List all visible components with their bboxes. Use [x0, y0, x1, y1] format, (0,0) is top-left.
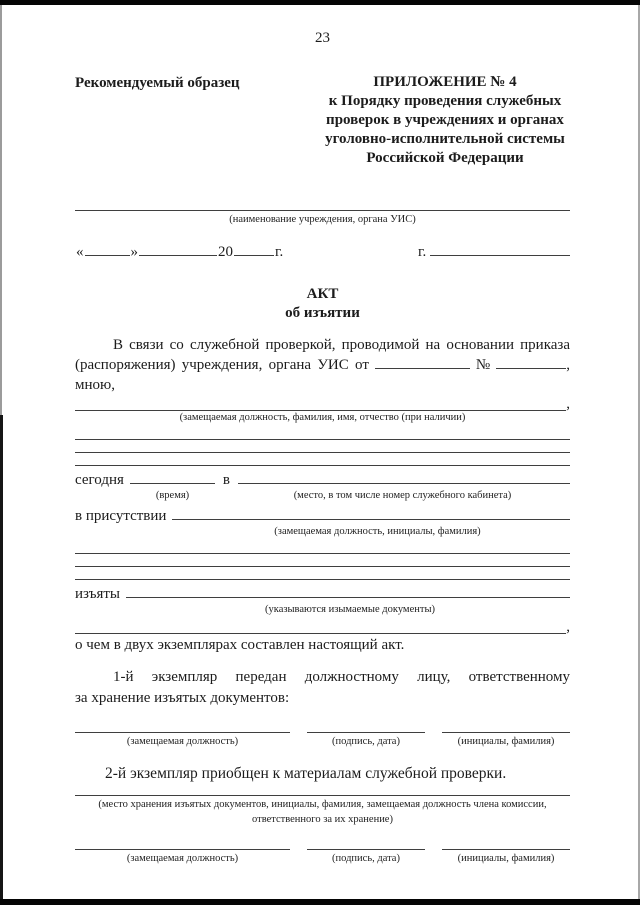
signature-initials-blank [442, 840, 570, 850]
document-header [75, 73, 570, 168]
continuation-lines [75, 541, 570, 580]
blank-line [75, 567, 570, 580]
organization-name-caption: (наименование учреждения, органа УИС) [229, 214, 416, 225]
signature-sign-caption: (подпись, дата) [332, 736, 400, 747]
intro-line1: В связи со служебной проверкой, проводимой на основании приказа [113, 337, 570, 353]
signature-position-caption: (замещаемая должность) [126, 853, 239, 864]
signature-row-1 [75, 723, 570, 748]
signature-sign-caption: (подпись, дата) [332, 853, 400, 864]
seized-captions [75, 603, 570, 616]
organization-name-blank-line [75, 210, 570, 211]
number-sign: № [475, 357, 491, 373]
scan-artifact-left-edge-black [0, 415, 3, 899]
date-open-quote: « [76, 244, 84, 260]
storage-place-caption-line2: ответственного за их хранение) [252, 814, 393, 825]
place-caption: (место, в том числе номер служебного кабинета) [293, 490, 512, 501]
appendix-line: проверок в учреждениях и органах [326, 112, 564, 128]
document-title [75, 285, 570, 323]
document-title-line2: об изъятии [285, 305, 360, 321]
intro-line2-comma: , [566, 357, 570, 373]
continuation-lines [75, 427, 570, 466]
document-content [75, 0, 570, 865]
presence-row [75, 506, 570, 525]
scan-artifact-left-edge-gray [0, 5, 2, 415]
date-field [75, 242, 284, 261]
intro-line2-text: (распоряжения) учреждения, органа УИС от [75, 357, 369, 373]
appendix-block [320, 73, 570, 168]
closing-sentence: о чем в двух экземплярах составлен настоящий акт. [75, 637, 405, 653]
officer-name-line [75, 397, 570, 411]
order-date-blank [375, 355, 470, 369]
presence-caption: (замещаемая должность, инициалы, фамилия) [274, 526, 481, 537]
city-prefix: г. [418, 244, 427, 260]
intro-line3: мною, [75, 377, 115, 393]
seized-blank [126, 584, 570, 598]
seized-continuation-blank [75, 620, 566, 634]
city-field [418, 242, 570, 261]
appendix-line: Российской Федерации [366, 150, 524, 166]
storage-place-caption-line1: (место хранения изъятых документов, инициалы, фамилия, замещаемая должность члена комиссии, [98, 799, 547, 810]
blank-line [75, 440, 570, 453]
seized-comma: , [566, 619, 570, 635]
copy2-sentence: 2-й экземпляр приобщен к материалам служебной проверки. [105, 765, 507, 782]
seized-continuation-line [75, 620, 570, 634]
today-in-word: в [222, 472, 230, 488]
seized-label: изъяты [75, 586, 120, 602]
signature-initials-column [442, 723, 570, 748]
date-close-quote: » [130, 244, 138, 260]
appendix-title: ПРИЛОЖЕНИЕ № 4 [373, 74, 517, 90]
intro-paragraph [75, 335, 570, 395]
place-blank [238, 470, 570, 484]
today-row [75, 470, 570, 489]
officer-name-comma: , [566, 396, 570, 412]
signature-position-blank [75, 840, 290, 850]
signature-position-column [75, 723, 290, 748]
signature-position-blank [75, 723, 290, 733]
seized-row [75, 584, 570, 603]
signature-initials-blank [442, 723, 570, 733]
signature-initials-caption: (инициалы, фамилия) [457, 853, 555, 864]
signature-sign-column [307, 723, 425, 748]
blank-line [75, 554, 570, 567]
date-and-city-row [75, 242, 570, 261]
appendix-line: к Порядку проведения служебных [328, 93, 562, 109]
signature-position-column [75, 840, 290, 865]
officer-name-blank [75, 397, 566, 411]
date-year-prefix: 20 [218, 244, 233, 260]
blank-line [75, 541, 570, 554]
copy1-paragraph [75, 667, 570, 709]
signature-sign-column [307, 840, 425, 865]
blank-line [75, 453, 570, 466]
presence-blank [172, 506, 570, 520]
signature-row-2 [75, 840, 570, 865]
date-month-blank [139, 242, 217, 256]
time-caption: (время) [155, 490, 190, 501]
organization-name-block [75, 210, 570, 226]
signature-sign-blank [307, 723, 425, 733]
presence-captions [75, 525, 570, 538]
seized-caption: (указываются изымаемые документы) [265, 604, 435, 615]
officer-name-caption: (замещаемая должность, фамилия, имя, отчество (при наличии) [179, 412, 466, 423]
time-blank [130, 470, 215, 484]
signature-sign-blank [307, 840, 425, 850]
date-day-blank [85, 242, 130, 256]
intro-line2 [75, 355, 570, 375]
storage-place-blank-line [75, 795, 570, 796]
presence-label: в присутствии [75, 508, 167, 524]
signature-position-caption: (замещаемая должность) [126, 736, 239, 747]
date-year-blank [234, 242, 274, 256]
signature-initials-caption: (инициалы, фамилия) [457, 736, 555, 747]
blank-line [75, 427, 570, 440]
storage-place-block [75, 795, 570, 826]
today-captions [75, 489, 570, 502]
copy1-line2: за хранение изъятых документов: [75, 690, 290, 706]
signature-initials-column [442, 840, 570, 865]
scan-artifact-bottom-bar [0, 899, 640, 905]
copy1-line1: 1-й экземпляр передан должностному лицу, ответственному [113, 669, 570, 685]
city-blank [430, 242, 570, 256]
document-title-line1: АКТ [306, 286, 339, 302]
page-number: 23 [315, 30, 330, 46]
date-year-suffix: г. [275, 244, 284, 260]
appendix-line: уголовно-исполнительной системы [325, 131, 565, 147]
recommended-sample-label: Рекомендуемый образец [75, 75, 240, 91]
today-label: сегодня [75, 472, 124, 488]
order-number-blank [496, 355, 566, 369]
